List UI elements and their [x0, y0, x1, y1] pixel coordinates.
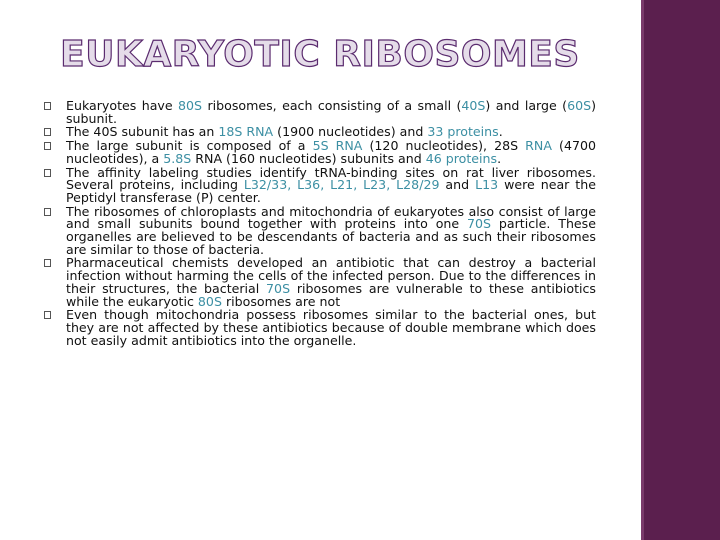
bullet-text: ribosomes are not — [221, 293, 341, 309]
bullet-box-icon — [44, 142, 51, 150]
bullet-item — [44, 309, 596, 347]
bullet-list — [44, 100, 596, 348]
bullet-text: . — [498, 124, 503, 140]
bullet-box-icon — [44, 102, 51, 110]
bullet-text: were near the Peptidyl transferase (P) center. — [66, 177, 596, 205]
bullet-item — [44, 257, 596, 308]
bullet-text: (1900 nucleotides) and — [273, 124, 428, 140]
highlighted-term: 60S — [567, 98, 592, 113]
bullet-text: and — [439, 177, 476, 193]
bullet-text: ribosomes are vulnerable to these antibiotics while the eukaryotic — [66, 280, 596, 309]
highlighted-term: 70S — [467, 216, 492, 232]
bullet-item — [44, 100, 596, 125]
highlighted-term: 18S RNA — [218, 124, 274, 140]
bullet-text: RNA (160 nucleotides) subunits and — [191, 150, 426, 166]
highlighted-term: 46 proteins — [425, 150, 498, 166]
bullet-text: Eukaryotes have — [66, 98, 179, 113]
sidebar-gap — [612, 0, 641, 540]
highlighted-term: 80S — [197, 293, 222, 309]
bullet-text: . — [497, 150, 502, 166]
bullet-item — [44, 140, 596, 165]
bullet-box-icon — [44, 128, 51, 136]
bullet-item — [44, 164, 596, 205]
bullet-box-icon — [44, 208, 51, 216]
bullet-text: (4700 nucleotides), a — [66, 138, 596, 166]
highlighted-term: 33 proteins — [427, 124, 499, 140]
bullet-text: ) subunit. — [66, 98, 597, 126]
bullet-text: Pharmaceutical chemists developed an antibiotic that can destroy a bacterial infection without harming the cells of the infected person. Due to the differences in their structures, the bacterial — [66, 255, 596, 296]
highlighted-term: 5.8S — [163, 150, 192, 166]
highlighted-term: 40S — [461, 98, 486, 113]
highlighted-term: RNA — [525, 138, 552, 154]
bullet-box-icon — [44, 311, 51, 319]
bullet-text: The 40S subunit has an — [66, 124, 219, 140]
bullet-box-icon — [44, 169, 51, 177]
bullet-text: The ribosomes of chloroplasts and mitochondria of eukaryotes also consist of large and small subunits bound together with proteins into one — [66, 203, 596, 232]
highlighted-term: 80S — [178, 98, 203, 113]
bullet-box-icon — [44, 259, 51, 267]
bullet-item — [44, 203, 596, 257]
bullet-text: ribosomes, each consisting of a small ( — [202, 98, 462, 113]
bullet-text: (120 nucleotides), 28S — [362, 138, 526, 154]
bullet-text: The large subunit is composed of a — [66, 138, 313, 154]
bullet-text: The affinity labeling studies identify tRNA-binding sites on rat liver ribosomes. Several proteins, including — [66, 164, 596, 193]
highlighted-term: L32/33, L36, L21, L23, L28/29 — [243, 177, 440, 193]
bullet-text: Even though mitochondria possess ribosomes similar to the bacterial ones, but they are not affected by these antibiotics because of double membrane which does not easily admit antibiotics into the organelle. — [66, 307, 596, 348]
bullet-text: particle. These organelles are believed to be descendants of bacteria and as such their ribosomes are similar to those of bacteria. — [66, 216, 596, 257]
bullet-text: ) and large ( — [485, 98, 568, 113]
highlighted-term: L13 — [475, 177, 499, 193]
highlighted-term: 5S RNA — [312, 138, 363, 154]
slide-title: EUKARYOTIC RIBOSOMES — [60, 34, 580, 75]
highlighted-term: 70S — [266, 280, 291, 296]
sidebar-accent — [641, 0, 644, 540]
sidebar-band — [641, 0, 720, 540]
